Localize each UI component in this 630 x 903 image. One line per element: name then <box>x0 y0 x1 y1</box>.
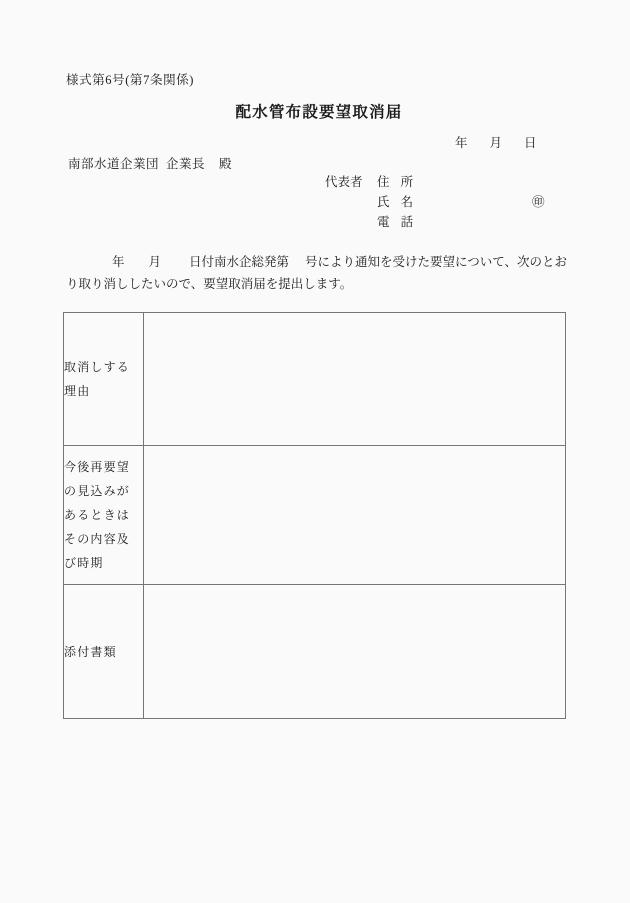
row-label-reason <box>64 313 144 446</box>
body-line2: 消ししたいので、要望取消届を提出します。 <box>103 277 353 291</box>
form-table <box>63 312 566 719</box>
row-label-line: 添付書類 <box>64 644 117 659</box>
row-label-attachments <box>64 585 144 719</box>
representative-phone-row <box>325 212 570 232</box>
body-notice-number-text: 日付南水企総発第 <box>189 255 290 269</box>
addressee-organization: 南部水道企業団 <box>68 157 160 171</box>
body-year-label: 年 <box>112 255 125 269</box>
addressee-line <box>68 154 232 172</box>
representative-name-row <box>325 192 570 212</box>
row-value-future-request[interactable] <box>144 446 566 585</box>
row-label-line: 取消しする <box>64 360 131 374</box>
phone-label: 電 話 <box>377 215 418 229</box>
row-value-attachments[interactable] <box>144 585 566 719</box>
seal-icon: ㊞ <box>532 195 545 209</box>
document-title: 配水管布設要望取消届 <box>235 104 403 121</box>
representative-heading: 代表者 <box>325 175 363 189</box>
row-label-line: あるときは <box>64 508 131 522</box>
representative-block <box>325 172 570 232</box>
row-label-line: 理由 <box>64 384 91 398</box>
table-row <box>64 585 566 719</box>
name-label: 氏 名 <box>377 195 418 209</box>
row-value-reason[interactable] <box>144 313 566 446</box>
row-label-line: 今後再要望 <box>64 460 131 474</box>
date-line <box>455 133 537 151</box>
row-label-line: び時期 <box>64 556 104 570</box>
row-label-line: その内容及 <box>64 532 131 546</box>
date-month-label: 月 <box>489 136 503 150</box>
representative-address-row <box>325 172 570 192</box>
row-label-line: の見込みが <box>64 484 131 498</box>
addressee-officer: 企業長 <box>166 157 206 171</box>
address-label: 住 所 <box>377 175 418 189</box>
body-paragraph <box>66 251 572 295</box>
table-row <box>64 313 566 446</box>
table-row <box>64 446 566 585</box>
row-label-future-request <box>64 446 144 585</box>
date-year-label: 年 <box>455 136 468 150</box>
body-month-label: 月 <box>148 255 162 269</box>
addressee-honorific: 殿 <box>219 157 233 171</box>
date-day-label: 日 <box>524 136 537 150</box>
body-line1-tail: 号により通知を受けた要望について、次のとおり取り <box>66 255 568 291</box>
form-number: 様式第6号(第7条関係) <box>66 73 195 87</box>
